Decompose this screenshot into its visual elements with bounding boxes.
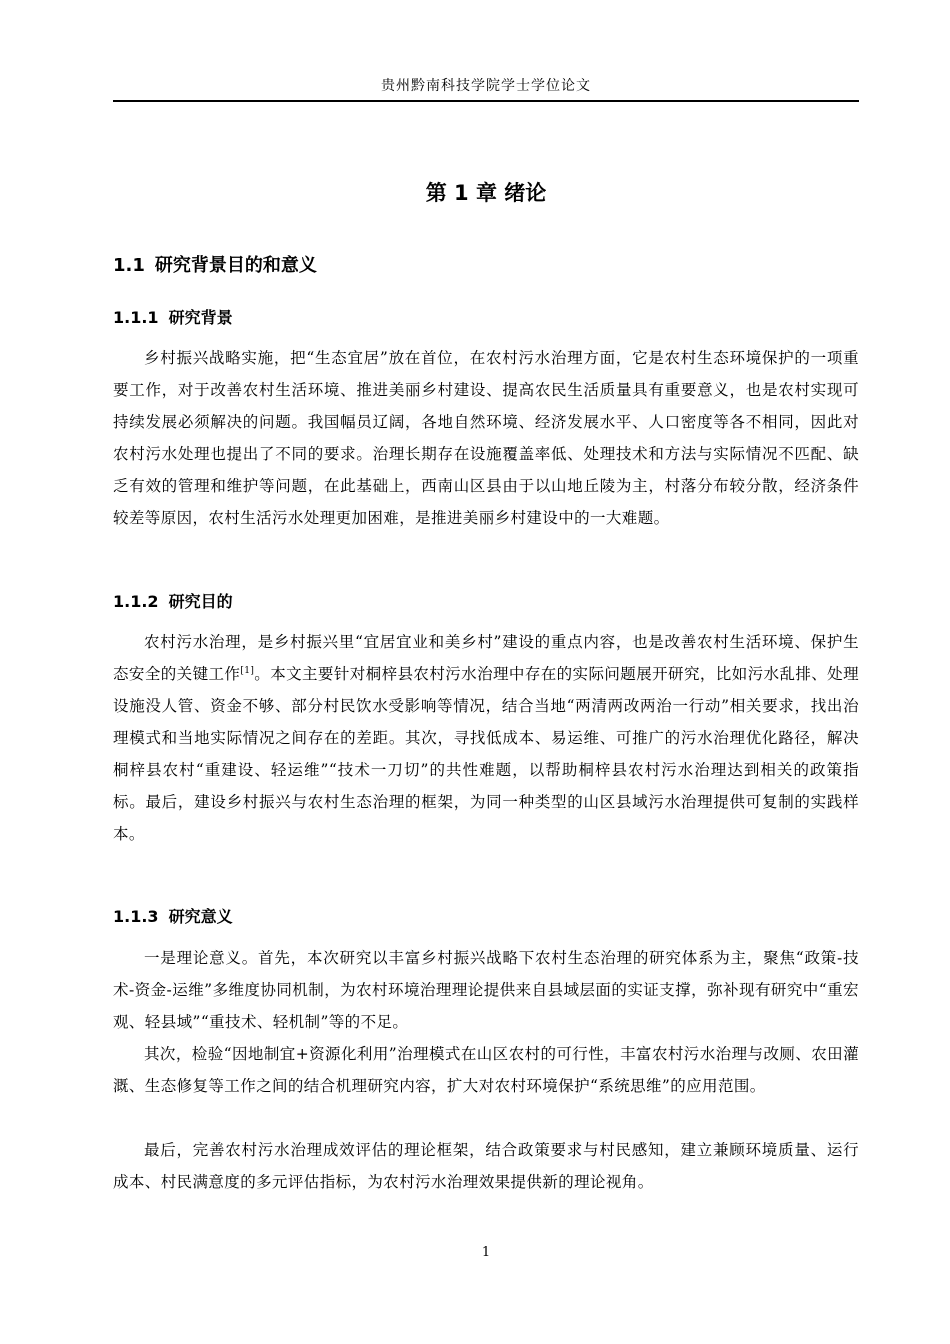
- section-title: 研究意义: [168, 907, 233, 926]
- section-number: 1.1: [113, 255, 145, 276]
- section-title: 研究背景: [168, 308, 233, 327]
- paragraph-purpose: [113, 626, 859, 850]
- paragraph-significance-theory: 一是理论意义。首先，本次研究以丰富乡村振兴战略下农村生态治理的研究体系为主，聚焦“政策-技术-资金-运维”多维度协同机制，为农村环境治理理论提供来自县域层面的实证支撑，弥补现有研究中“重宏观、轻县域”“重技术、轻机制”等的不足。: [113, 949, 859, 1031]
- page-number: 1: [481, 1245, 491, 1260]
- section-heading-1-1: [113, 252, 317, 280]
- section-heading-1-1-1: [113, 305, 233, 331]
- section-heading-1-1-3: [113, 904, 233, 930]
- section-number: 1.1.1: [113, 308, 159, 327]
- section-number: 1.1.2: [113, 592, 159, 611]
- paragraph-significance-last: 最后，完善农村污水治理成效评估的理论框架，结合政策要求与村民感知，建立兼顾环境质量、运行成本、村民满意度的多元评估指标，为农村污水治理效果提供新的理论视角。: [113, 1141, 859, 1191]
- running-header: 贵州黔南科技学院学士学位论文: [381, 78, 591, 94]
- paragraph-background: 乡村振兴战略实施，把“生态宜居”放在首位，在农村污水治理方面，它是农村生态环境保护的一项重要工作，对于改善农村生活环境、推进美丽乡村建设、提高农民生活质量具有重要意义，也是农村实现可持续发展必须解决的问题。我国幅员辽阔，各地自然环境、经济发展水平、人口密度等各不相同，因此对农村污水处理也提出了不同的要求。治理长期存在设施覆盖率低、处理技术和方法与实际情况不匹配、缺乏有效的管理和维护等问题，在此基础上，西南山区县由于以山地丘陵为主，村落分布较分散，经济条件较差等原因，农村生活污水处理更加困难，是推进美丽乡村建设中的一大难题。: [113, 349, 859, 527]
- header-rule: [113, 100, 859, 102]
- chapter-title: 第 1 章 绪论: [425, 181, 547, 205]
- paragraph-text: 农村污水治理，是乡村振兴里“宜居宜业和美乡村”建设的重点内容，也是改善农村生活环境、保护生态安全的关键工作: [113, 633, 859, 683]
- section-heading-1-1-2: [113, 589, 233, 615]
- section-title: 研究目的: [168, 592, 233, 611]
- section-number: 1.1.3: [113, 907, 159, 926]
- citation-ref[interactable]: [1]: [240, 665, 255, 676]
- section-title: 研究背景目的和意义: [154, 255, 317, 276]
- paragraph-text: 。本文主要针对桐梓县农村污水治理中存在的实际问题展开研究，比如污水乱排、处理设施没人管、资金不够、部分村民饮水受影响等情况，结合当地“两清两改两治一行动”相关要求，找出治理模式和当地实际情况之间存在的差距。其次，寻找低成本、易运维、可推广的污水治理优化路径，解决桐梓县农村“重建设、轻运维”“技术一刀切”的共性难题，以帮助桐梓县农村污水治理达到相关的政策指标。最后，建设乡村振兴与农村生态治理的框架，为同一种类型的山区县域污水治理提供可复制的实践样本。: [113, 665, 859, 843]
- paragraph-significance-second: 其次，检验“因地制宜+资源化利用”治理模式在山区农村的可行性，丰富农村污水治理与改厕、农田灌溉、生态修复等工作之间的结合机理研究内容，扩大对农村环境保护“系统思维”的应用范围。: [113, 1045, 859, 1095]
